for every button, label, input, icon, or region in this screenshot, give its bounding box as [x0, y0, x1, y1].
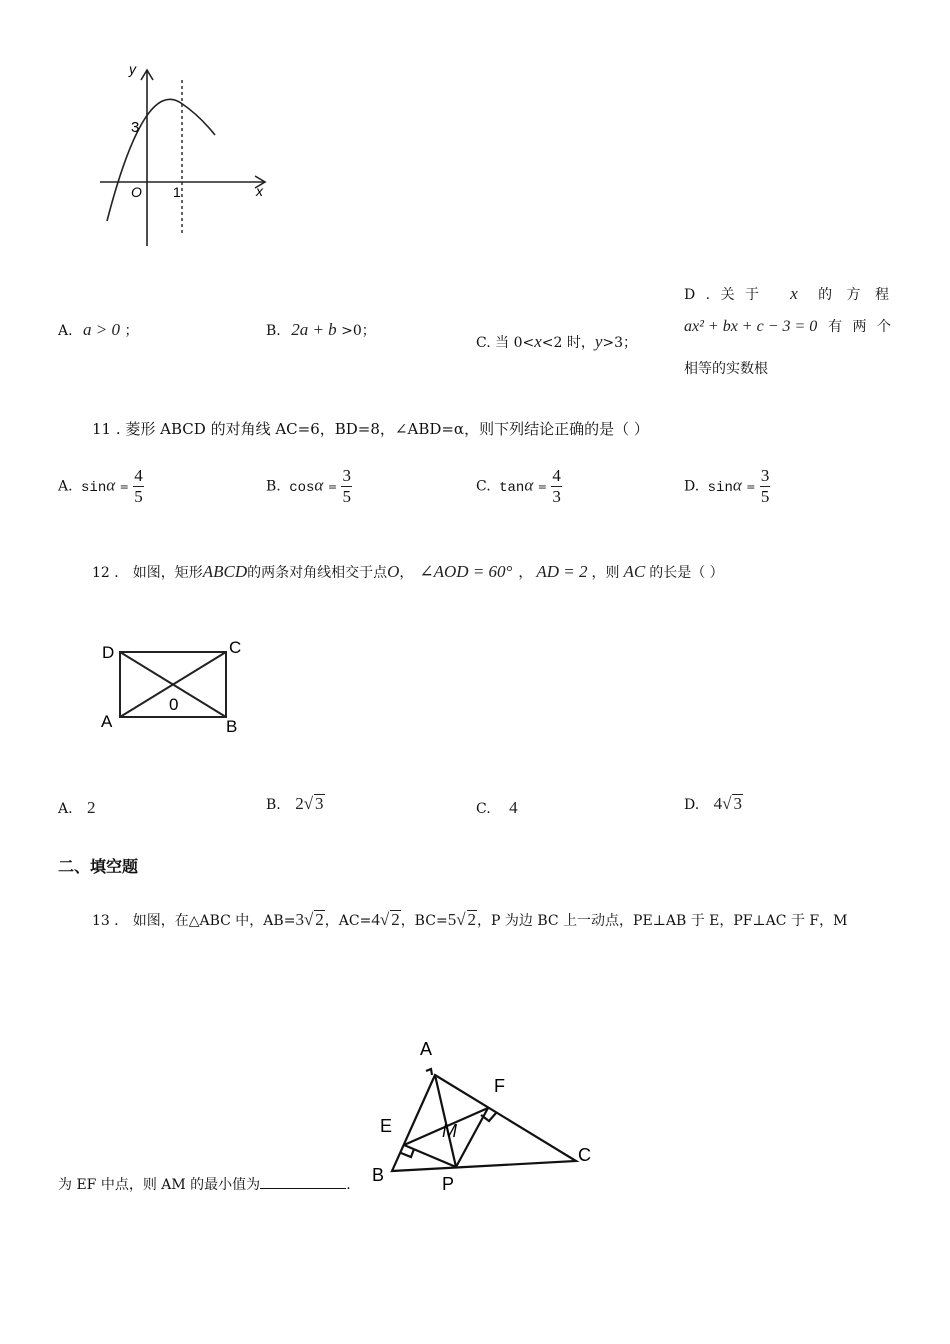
q11-option-c[interactable]: [476, 466, 562, 507]
vertex-label-f: F: [494, 1076, 505, 1096]
vertex-label-d: D: [102, 643, 115, 662]
math-expression: AD = 2: [536, 562, 588, 581]
denominator: 3: [552, 487, 561, 506]
math-expression: a > 0: [83, 320, 120, 339]
math-expression: ∠AOD = 60°: [419, 562, 513, 581]
numerator: 4: [552, 466, 561, 485]
stem-text: 的长是（ ）: [649, 565, 724, 581]
numerator: 4: [134, 466, 143, 485]
option-text: 的 方 程: [818, 287, 894, 303]
q12-option-d[interactable]: [684, 794, 743, 814]
denominator: 5: [134, 487, 143, 506]
equals-sign: =: [537, 480, 547, 494]
denominator: 5: [760, 487, 770, 506]
vertex-label-a: A: [420, 1039, 433, 1059]
option-text: 相等的实数根: [684, 361, 768, 377]
stem-text: ，: [399, 565, 414, 581]
math-variable: x: [790, 284, 798, 303]
sqrt-sign: √: [456, 910, 466, 929]
q10-option-a[interactable]: [58, 320, 138, 340]
stem-text: .: [346, 1177, 351, 1193]
denominator: 5: [342, 487, 351, 506]
q11-option-b[interactable]: [266, 466, 352, 507]
option-suffix: ；: [124, 323, 139, 339]
sqrt-sign: √: [303, 910, 314, 929]
fraction: [760, 466, 771, 507]
option-suffix: >0；: [341, 323, 376, 339]
y-axis-label: y: [129, 61, 136, 77]
vertex-label-c: C: [578, 1145, 591, 1165]
numerator: 3: [760, 466, 770, 485]
option-text: D . 关 于: [684, 287, 763, 303]
stem-text: 12 ． 如图，矩形: [92, 565, 203, 581]
vertex-label-b: B: [226, 717, 238, 736]
option-text: >3；: [602, 335, 638, 351]
length-radicand: 2: [391, 910, 400, 929]
length-coefficient: 4: [371, 910, 380, 929]
math-expression: 2a + b: [291, 320, 337, 339]
option-label: B.: [266, 323, 281, 339]
math-expression: AC: [623, 562, 646, 581]
q11-option-a[interactable]: [58, 466, 144, 507]
parabola-graph: [95, 58, 280, 253]
answer-coefficient: 2: [295, 794, 304, 813]
option-label: A.: [58, 478, 73, 495]
vertex-label-c: C: [229, 638, 242, 657]
answer-value: 4: [509, 798, 518, 817]
math-variable: α: [106, 475, 116, 495]
length-radicand: 2: [315, 910, 324, 929]
stem-text: ，: [518, 565, 533, 581]
y-intercept-label: 3: [131, 119, 140, 136]
fraction: [341, 466, 352, 507]
numerator: 3: [342, 466, 351, 485]
answer-value: 2: [87, 798, 96, 817]
midpoint-label-m: M: [442, 1121, 457, 1141]
answer-coefficient: 4: [713, 794, 723, 813]
fraction: [551, 466, 562, 507]
origin-label: O: [131, 184, 142, 200]
vertex-label-a: A: [101, 712, 113, 731]
stem-text: 为 EF 中点，则 AM 的最小值为: [58, 1177, 261, 1193]
trig-function: sin: [707, 479, 733, 496]
rectangle-figure: [96, 636, 256, 742]
math-expression: ABCD: [202, 562, 248, 581]
option-label: A.: [58, 323, 73, 339]
q10-option-b[interactable]: [266, 320, 376, 340]
stem-text: 13 ． 如图，在△ABC 中，AB=: [92, 913, 296, 929]
q12-option-a[interactable]: [58, 798, 96, 818]
q13-stem: [92, 910, 847, 930]
option-label: B.: [266, 478, 281, 495]
fraction: [133, 466, 144, 507]
q12-option-b[interactable]: [266, 794, 325, 814]
math-variable: α: [732, 475, 742, 495]
q12-stem: [92, 562, 724, 582]
option-label: D.: [684, 797, 700, 813]
option-label: A.: [58, 801, 73, 817]
math-expression: O: [387, 562, 400, 581]
q11-stem: 11 . 菱形 ABCD 的对角线 AC=6，BD=8，∠ABD=α，则下列结论正确的是（ ）: [92, 420, 649, 438]
answer-blank[interactable]: [260, 1176, 346, 1189]
equals-sign: =: [746, 480, 756, 494]
equals-sign: =: [119, 480, 129, 494]
math-variable: x: [534, 332, 542, 351]
sqrt-sign: √: [303, 794, 314, 813]
option-text: C. 当 0<: [476, 335, 535, 351]
answer-radicand: 3: [315, 794, 324, 813]
option-label: C.: [476, 478, 491, 495]
q13-stem-end: [58, 1174, 351, 1194]
point-label-p: P: [442, 1174, 455, 1194]
option-label: C.: [476, 801, 491, 817]
math-variable: α: [314, 475, 324, 495]
q10-option-c[interactable]: [476, 332, 637, 352]
trig-function: cos: [289, 479, 315, 496]
stem-text: ，BC=: [400, 913, 448, 929]
sqrt-sign: √: [379, 910, 390, 929]
option-text: 有 两 个: [828, 319, 894, 335]
stem-text: ，P 为边 BC 上一动点，PE⊥AB 于 E，PF⊥AC 于 F，M: [477, 913, 848, 929]
stem-text: ，AC=: [324, 913, 372, 929]
sqrt-sign: √: [722, 794, 732, 813]
triangle-figure: [368, 1035, 598, 1195]
q12-option-c[interactable]: [476, 798, 518, 818]
x-axis-label: x: [256, 183, 263, 199]
option-label: D.: [684, 478, 700, 495]
option-text: <2 时，: [541, 335, 595, 351]
math-equation: ax² + bx + c − 3 = 0: [684, 318, 818, 335]
trig-function: tan: [499, 479, 525, 496]
stem-text: 的两条对角线相交于点: [247, 565, 388, 581]
math-variable: α: [524, 475, 534, 495]
vertex-label-e: E: [380, 1116, 393, 1136]
option-label: B.: [266, 797, 281, 813]
axis-tick-label: 1: [173, 184, 181, 200]
length-coefficient: 3: [295, 910, 304, 929]
length-radicand: 2: [467, 910, 477, 929]
center-label-o: 0: [169, 695, 179, 714]
equals-sign: =: [327, 480, 338, 494]
trig-function: sin: [81, 479, 107, 496]
length-coefficient: 5: [447, 910, 457, 929]
answer-radicand: 3: [733, 794, 742, 813]
section-title: 二、填空题: [58, 857, 139, 876]
vertex-label-b: B: [372, 1165, 385, 1185]
stem-text: ，则: [591, 565, 620, 581]
q11-option-d[interactable]: [684, 466, 770, 507]
math-variable: y: [594, 332, 603, 351]
q10-option-d[interactable]: [684, 284, 894, 378]
